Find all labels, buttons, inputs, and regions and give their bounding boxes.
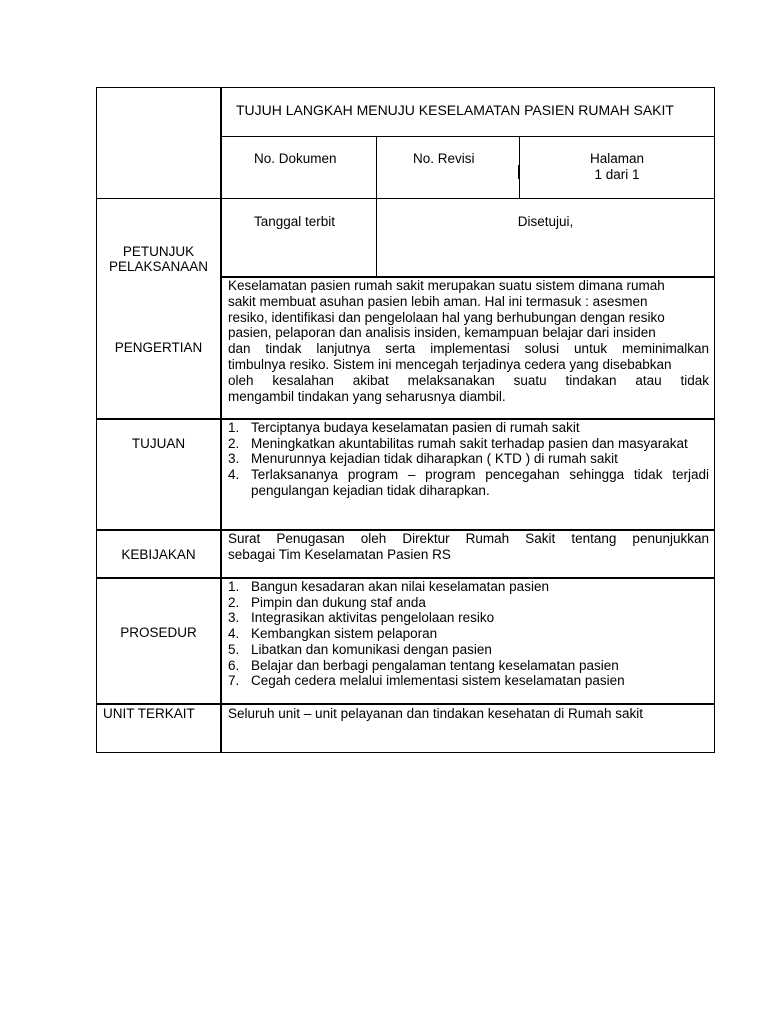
section-label-prosedur: PROSEDUR [120, 625, 197, 640]
section-label-pengertian: PENGERTIAN [114, 340, 203, 355]
list-item: 2. Pimpin dan dukung staf anda [228, 594, 426, 610]
section-label-kebijakan: KEBIJAKAN [121, 547, 196, 562]
side-label-petunjuk: PETUNJUK [122, 244, 195, 259]
paragraph-line: timbulnya resiko. Sistem ini mencegah terjadinya cedera yang disebabkan [228, 356, 672, 372]
paragraph-line: oleh kesalahan akibat melaksanakan suatu tindakan atau tidak [228, 372, 709, 388]
list-item: 3. Integrasikan aktivitas pengelolaan resiko [228, 610, 495, 626]
list-item: 6. Belajar dan berbagi pengalaman tentang keselamatan pasien [228, 657, 619, 673]
list-item: 7. Cegah cedera melalui imlementasi sistem keselamatan pasien [228, 673, 625, 689]
list-item: 4. Terlaksananya program – program pencegahan sehingga tidak terjadi pengulangan kejadian tidak diharapkan. [228, 467, 709, 498]
paragraph-line: pasien, pelaporan dan analisis insiden, kemampuan belajar dari insiden [228, 325, 656, 341]
unit-terkait-text: Seluruh unit – unit pelayanan dan tindakan kesehatan di Rumah sakit [228, 706, 644, 721]
section-label-tujuan: TUJUAN [131, 436, 186, 451]
list-item: 5. Libatkan dan komunikasi dengan pasien [228, 641, 492, 657]
tujuan-list [228, 420, 709, 499]
side-label-pelaksanaan: PELAKSANAAN [108, 259, 209, 274]
paragraph-line: Keselamatan pasien rumah sakit merupakan suatu sistem dimana rumah [228, 278, 665, 293]
list-item: 1. Bangun kesadaran akan nilai keselamatan pasien [228, 579, 549, 594]
pengertian-paragraph [228, 278, 709, 404]
paragraph-line: sakit membuat asuhan pasien lebih aman. Hal ini termasuk : asesmen [228, 293, 648, 309]
paragraph-line: Surat Penugasan oleh Direktur Rumah Sakit tentang penunjukkan [228, 531, 709, 546]
paragraph-line: resiko, identifikasi dan pengelolaan hal yang berhubungan dengan resiko [228, 309, 665, 325]
prosedur-list [228, 579, 709, 689]
page-label: Halaman [589, 151, 645, 166]
issue-date-label: Tanggal terbit [254, 214, 336, 229]
list-item: 1. Terciptanya budaya keselamatan pasien di rumah sakit [228, 420, 580, 435]
list-item: 2. Meningkatkan akuntabilitas rumah sakit terhadap pasien dan masyarakat [228, 435, 688, 451]
kebijakan-paragraph [228, 531, 709, 563]
revision-label: No. Revisi [413, 151, 475, 166]
approved-label: Disetujui, [517, 214, 574, 229]
document-title: TUJUH LANGKAH MENUJU KESELAMATAN PASIEN RUMAH SAKIT [236, 102, 674, 118]
paragraph-line: dan tindak lanjutnya serta implementasi solusi untuk meminimalkan [228, 341, 709, 357]
doc-number-label: No. Dokumen [254, 151, 337, 166]
paragraph-line: sebagai Tim Keselamatan Pasien RS [228, 546, 451, 562]
paragraph-line: mengambil tindakan yang seharusnya diambil. [228, 388, 506, 404]
page-value: 1 dari 1 [594, 167, 640, 182]
list-item: 3. Menurunnya kejadian tidak diharapkan ( KTD ) di rumah sakit [228, 451, 618, 467]
section-label-unit-terkait: UNIT TERKAIT [103, 706, 195, 721]
list-item: 4. Kembangkan sistem pelaporan [228, 626, 438, 642]
